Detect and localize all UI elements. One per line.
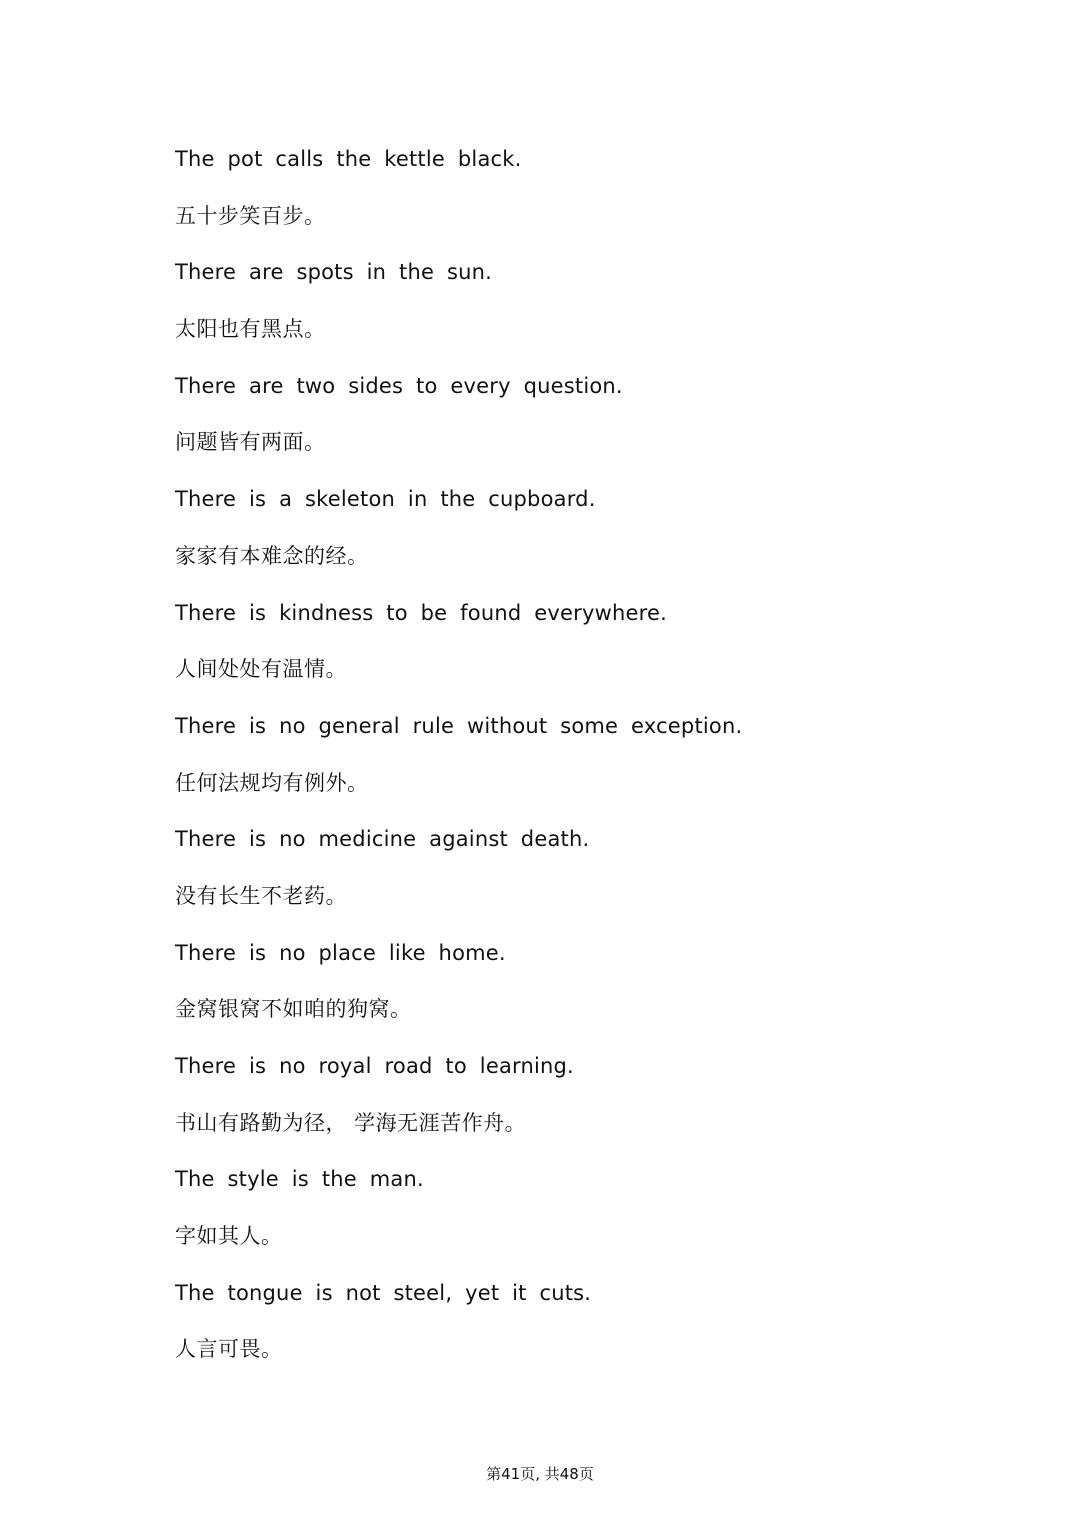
proverb-chinese: 任何法规均有例外。 bbox=[175, 770, 369, 795]
proverb-chinese: 五十步笑百步。 bbox=[175, 203, 326, 228]
proverb-english: There is kindness to be found everywhere. bbox=[175, 600, 667, 625]
proverb-chinese: 书山有路勤为径， 学海无涯苦作舟。 bbox=[175, 1110, 527, 1135]
proverb-chinese: 金窝银窝不如咱的狗窝。 bbox=[175, 997, 412, 1022]
page-number: 第41页, 共48页 bbox=[486, 1465, 594, 1483]
proverb-english: There is no general rule without some exception. bbox=[175, 713, 743, 738]
proverb-english: The style is the man. bbox=[175, 1167, 424, 1192]
proverb-english: There is a skeleton in the cupboard. bbox=[175, 487, 596, 512]
proverb-chinese: 问题皆有两面。 bbox=[175, 430, 326, 455]
proverb-list bbox=[175, 142, 995, 1389]
proverb-english: There is no place like home. bbox=[175, 940, 506, 965]
proverb-english: There are two sides to every question. bbox=[175, 373, 623, 398]
proverb-english: The tongue is not steel, yet it cuts. bbox=[175, 1280, 592, 1305]
proverb-chinese: 家家有本难念的经。 bbox=[175, 543, 369, 568]
proverb-english: There is no royal road to learning. bbox=[175, 1054, 574, 1078]
proverb-chinese: 太阳也有黑点。 bbox=[175, 317, 326, 342]
proverb-english: There are spots in the sun. bbox=[175, 260, 493, 285]
proverb-english: The pot calls the kettle black. bbox=[175, 147, 522, 171]
proverb-english: There is no medicine against death. bbox=[175, 827, 590, 852]
proverb-chinese: 人间处处有温情。 bbox=[175, 657, 347, 682]
proverb-chinese: 人言可畏。 bbox=[175, 1337, 283, 1362]
proverb-chinese: 没有长生不老药。 bbox=[175, 883, 347, 908]
proverb-chinese: 字如其人。 bbox=[175, 1224, 283, 1249]
